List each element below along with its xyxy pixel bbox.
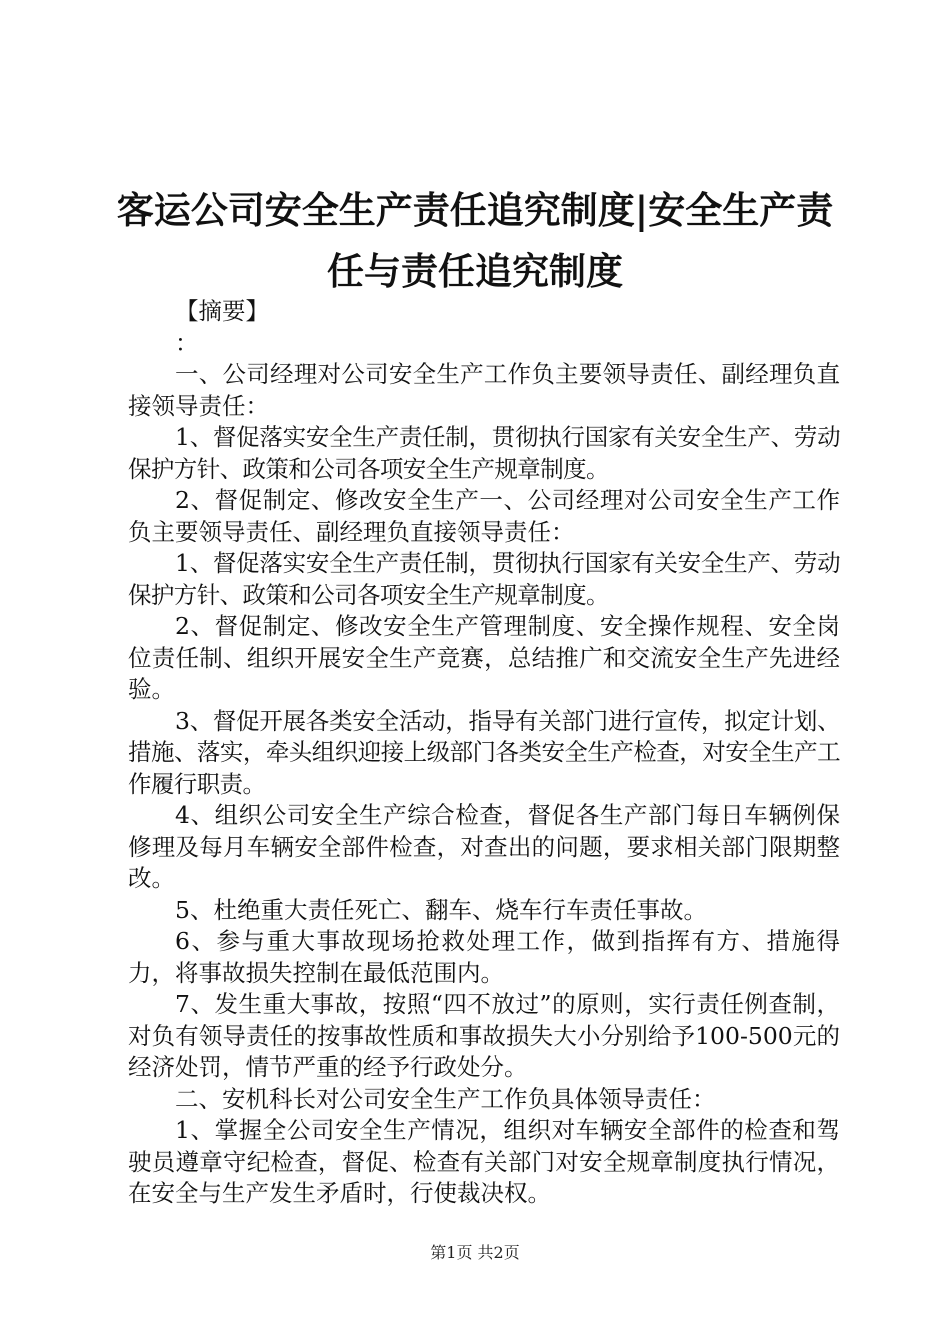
paragraph-9: 7、发生重大事故，按照“四不放过”的原则，实行责任例查制，对负有领导责任的按事故性质和事故损失大小分别给予100-500元的经济处罚，情节严重的经予行政处分。: [128, 990, 840, 1081]
paragraph-6: 4、组织公司安全生产综合检查，督促各生产部门每日车辆例保修理及每月车辆安全部件检查，对查出的问题，要求相关部门限期整改。: [128, 801, 840, 892]
paragraph-10: 1、掌握全公司安全生产情况，组织对车辆安全部件的检查和驾驶员遵章守纪检查，督促、检查有关部门对安全规章制度执行情况，在安全与生产发生矛盾时，行使裁决权。: [128, 1116, 840, 1207]
page-footer: 第1页 共2页: [430, 1243, 520, 1262]
abstract-colon: ：: [175, 328, 199, 357]
paragraph-8: 6、参与重大事故现场抢救处理工作，做到指挥有方、措施得力，将事故损失控制在最低范围内。: [128, 927, 840, 987]
document-title-line-2: 任与责任追究制度: [327, 249, 623, 293]
paragraph-4: 2、督促制定、修改安全生产管理制度、安全操作规程、安全岗位责任制、组织开展安全生产竞赛，总结推广和交流安全生产先进经验。: [128, 612, 840, 703]
abstract-heading: 【摘要】: [175, 297, 269, 325]
paragraph-2: 2、督促制定、修改安全生产一、公司经理对公司安全生产工作负主要领导责任、副经理负直接领导责任：: [128, 486, 840, 546]
section-heading-2: 二、安机科长对公司安全生产工作负具体领导责任：: [175, 1084, 716, 1113]
paragraph-5: 3、督促开展各类安全活动，指导有关部门进行宣传，拟定计划、措施、落实，牵头组织迎接上级部门各类安全生产检查，对安全生产工作履行职责。: [128, 706, 840, 798]
document-title-line-1: 客运公司安全生产责任追究制度|安全生产责: [116, 188, 834, 232]
document-body: [128, 296, 840, 1210]
paragraph-3: 1、督促落实安全生产责任制，贯彻执行国家有关安全生产、劳动保护方针、政策和公司各项安全生产规章制度。: [128, 549, 840, 609]
section-heading-1: 一、公司经理对公司安全生产工作负主要领导责任、副经理负直接领导责任：: [128, 360, 840, 420]
paragraph-7: 5、杜绝重大责任死亡、翻车、烧车行车责任事故。: [175, 895, 707, 924]
paragraph-1: 1、督促落实安全生产责任制，贯彻执行国家有关安全生产、劳动保护方针、政策和公司各项安全生产规章制度。: [128, 423, 840, 483]
